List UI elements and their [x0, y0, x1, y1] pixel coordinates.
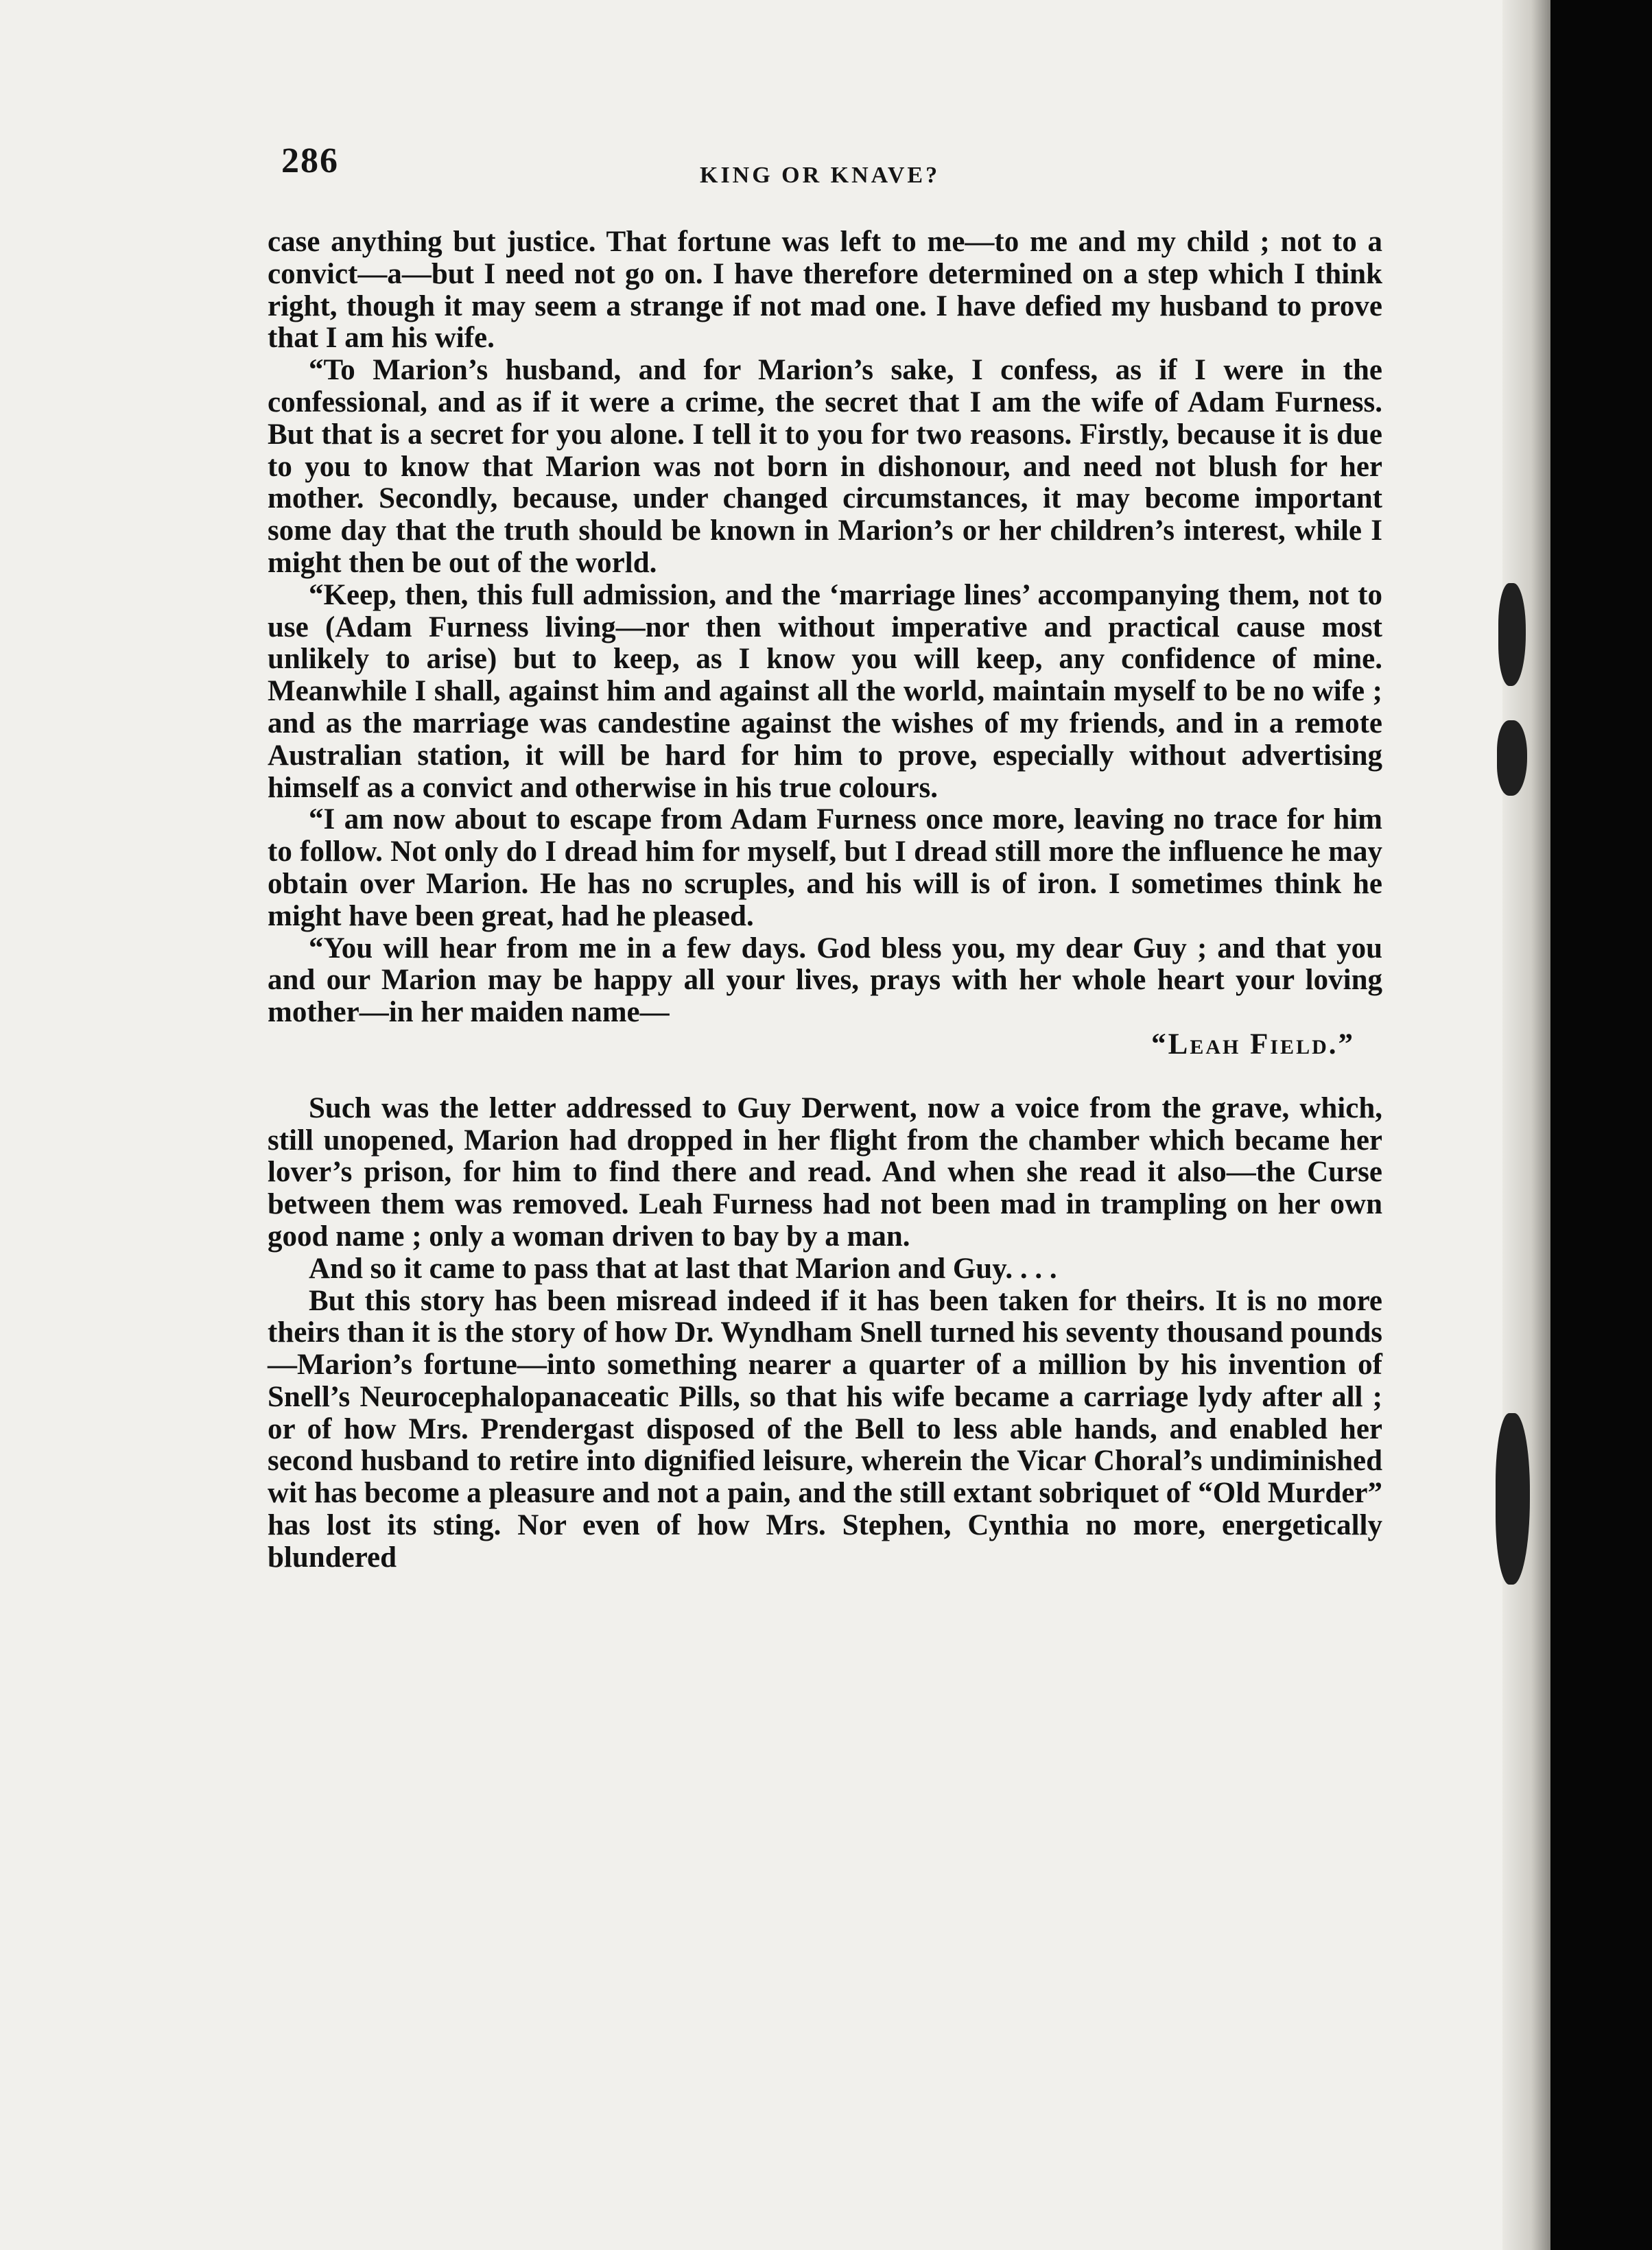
paragraph: “I am now about to escape from Adam Furness once more, leaving no trace for him to follow. Not only do I dread him for myself, but I dread still more the influence he may obtain over Marion. He has no scruples, and his will is of iron. I sometimes think he might have been great, had he pleased. — [268, 803, 1382, 932]
page-number: 286 — [281, 141, 339, 180]
edge-stain — [1498, 583, 1526, 686]
paragraph: “To Marion’s husband, and for Marion’s sake, I confess, as if I were in the confessional, and as if it were a crime, the secret that I am the wife of Adam Furness. But that is a secret for you alone. I tell it to you for two reasons. Firstly, because it is due to you to know that Marion was not born in dishonour, and need not blush for her mother. Secondly, because, under changed circumstances, it may become important some day that the truth should be known in Marion’s or her children’s interest, while I might then be out of the world. — [268, 354, 1382, 579]
edge-stain — [1496, 1413, 1530, 1585]
letter-signature: “Leah Field.” — [1151, 1028, 1355, 1061]
scan-binding-margin — [1550, 0, 1652, 2250]
paragraph: And so it came to pass that at last that Marion and Guy. . . . — [309, 1252, 1057, 1285]
paragraph: case anything but justice. That fortune was left to me—to me and my child ; not to a convict—a—but I need not go on. I have therefore determined on a step which I think right, though it may seem a strange if not mad one. I have defied my husband to prove that I am his wife. — [268, 226, 1382, 355]
paragraph: “You will hear from me in a few days. God bless you, my dear Guy ; and that you and our Marion may be happy all your lives, prays with her whole heart your loving mother—in her maiden name— — [268, 932, 1382, 1029]
edge-stain — [1497, 720, 1527, 796]
paragraph: “Keep, then, this full admission, and the ‘marriage lines’ accompanying them, not to use (Adam Furness living—nor then without imperative and practical cause most unlikely to arise) but to keep, as I know you will keep, any confidence of mine. Meanwhile I shall, against him and against all the world, maintain myself to be no wife ; and as the marriage was candestine against the wishes of my friends, and in a remote Australian station, it will be hard for him to prove, especially without advertising himself as a convict and otherwise in his true colours. — [268, 578, 1382, 804]
page-edge — [1502, 0, 1550, 2250]
paragraph: But this story has been misread indeed if it has been taken for theirs. It is no more theirs than it is the story of how Dr. Wyndham Snell turned his seventy thousand pounds—Marion’s fortune—into something nearer a quarter of a million by his invention of Snell’s Neurocephalopanaceatic Pills, so that his wife became a carriage lydy after all ; or of how Mrs. Prendergast disposed of the Bell to less able hands, and enabled her second husband to retire into dignified leisure, wherein the Vicar Choral’s undiminished wit has become a pleasure and not a pain, and the still extant sobriquet of “Old Murder” has lost its sting. Nor even of how Mrs. Stephen, Cynthia no more, energetically blundered — [268, 1284, 1382, 1574]
running-title: KING OR KNAVE? — [700, 163, 941, 188]
paragraph: Such was the letter addressed to Guy Derwent, now a voice from the grave, which, still unopened, Marion had dropped in her flight from the chamber which became her lover’s prison, for him to find there and read. And when she read it also—the Curse between them was removed. Leah Furness had not been mad in trampling on her own good name ; only a woman driven to bay by a man. — [268, 1091, 1382, 1253]
page-header — [274, 141, 1386, 202]
body-text — [268, 226, 1382, 1574]
